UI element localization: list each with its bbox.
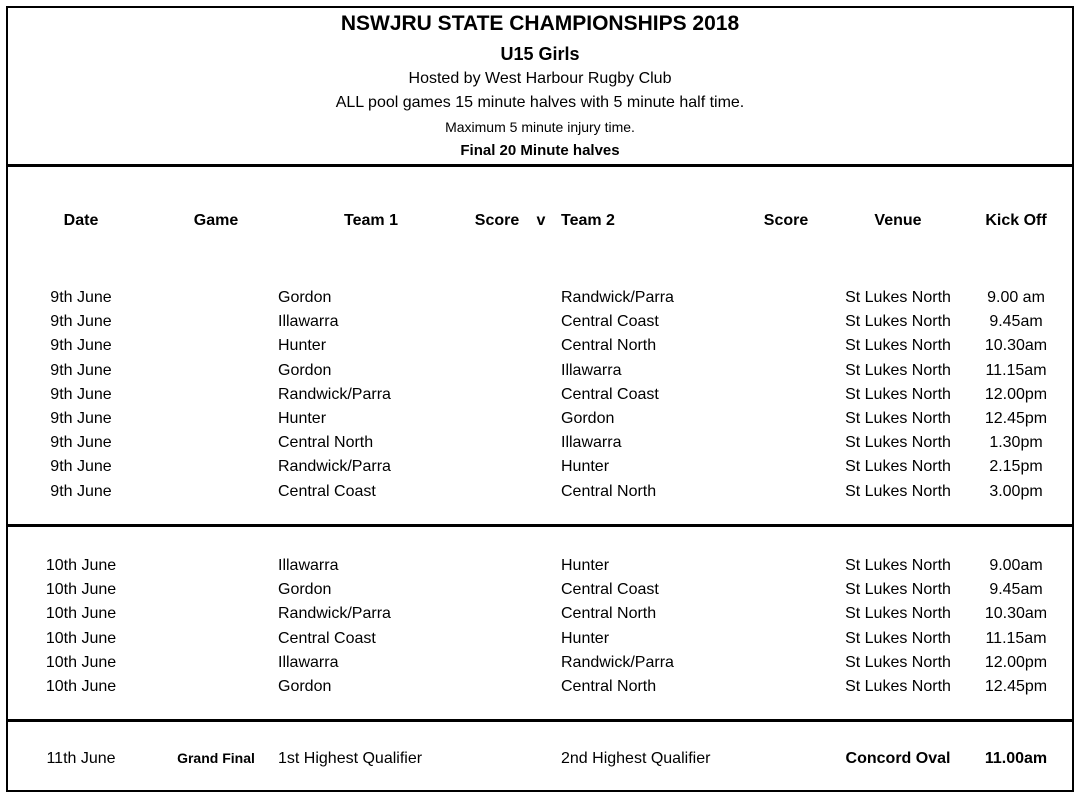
- fixture-team2: Central Coast: [561, 385, 659, 403]
- fixture-row: [8, 458, 1072, 480]
- fixture-team2: Central North: [561, 482, 657, 500]
- fixture-date: 10th June: [45, 629, 117, 647]
- fixture-sheet: [6, 6, 1074, 792]
- fixture-row: [8, 289, 1072, 311]
- fixture-team2: Central North: [561, 337, 657, 355]
- fixture-team1: Gordon: [278, 678, 332, 695]
- fixture-team2: Central North: [561, 605, 657, 623]
- fixture-kickoff: 10.30am: [984, 605, 1048, 623]
- final-row: [8, 750, 1072, 772]
- col-team2: Team 2: [561, 212, 615, 229]
- fixture-date: 9th June: [50, 482, 112, 500]
- fixture-row: [8, 434, 1072, 456]
- final-date: 11th June: [46, 750, 116, 767]
- fixture-venue: St Lukes North: [845, 482, 951, 500]
- fixture-row: [8, 654, 1072, 676]
- rule-final: Final 20 Minute halves: [460, 142, 620, 159]
- fixture-venue: St Lukes North: [845, 313, 951, 331]
- fixture-team1: Central Coast: [278, 482, 376, 500]
- col-venue: Venue: [874, 212, 922, 229]
- fixture-date: 9th June: [50, 458, 112, 476]
- rule-halves: ALL pool games 15 minute halves with 5 minute half time.: [335, 94, 745, 111]
- fixture-kickoff: 1.30pm: [989, 434, 1043, 452]
- fixture-venue: St Lukes North: [845, 581, 951, 599]
- fixture-venue: St Lukes North: [845, 361, 951, 379]
- fixture-row: [8, 410, 1072, 432]
- fixture-team1: Randwick/Parra: [278, 458, 391, 476]
- fixture-team2: Central Coast: [561, 313, 659, 331]
- col-score2: Score: [763, 212, 809, 229]
- fixture-team1: Illawarra: [278, 653, 339, 671]
- fixture-row: [8, 362, 1072, 384]
- fixture-date: 10th June: [45, 653, 117, 671]
- fixture-team1: Randwick/Parra: [278, 605, 391, 623]
- fixture-date: 10th June: [45, 557, 117, 574]
- host-line: Hosted by West Harbour Rugby Club: [408, 70, 672, 87]
- fixture-venue: St Lukes North: [845, 605, 951, 623]
- fixture-kickoff: 10.30am: [984, 337, 1048, 355]
- col-score1: Score: [474, 212, 520, 229]
- final-team2: 2nd Highest Qualifier: [561, 750, 711, 767]
- fixture-row: [8, 337, 1072, 359]
- fixture-date: 9th June: [50, 289, 112, 306]
- fixture-team1: Illawarra: [278, 557, 339, 574]
- col-team1: Team 1: [344, 212, 398, 229]
- fixture-venue: St Lukes North: [845, 385, 951, 403]
- final-team1: 1st Highest Qualifier: [278, 750, 423, 767]
- fixture-row: [8, 630, 1072, 652]
- fixture-date: 9th June: [50, 313, 112, 331]
- fixture-venue: St Lukes North: [845, 629, 951, 647]
- fixture-team2: Illawarra: [561, 434, 622, 452]
- fixture-venue: St Lukes North: [845, 678, 951, 695]
- final-venue: Concord Oval: [845, 750, 951, 767]
- fixture-date: 9th June: [50, 337, 112, 355]
- final-game: Grand Final: [177, 750, 255, 766]
- fixture-team2: Hunter: [561, 557, 610, 574]
- sheet-header: [8, 8, 1072, 167]
- fixture-team2: Central Coast: [561, 581, 659, 599]
- fixture-team1: Central North: [278, 434, 374, 452]
- fixture-date: 10th June: [45, 605, 117, 623]
- fixture-team2: Gordon: [561, 410, 615, 427]
- rule-injury-time: Maximum 5 minute injury time.: [445, 119, 635, 135]
- fixture-date: 9th June: [50, 434, 112, 452]
- fixture-team1: Gordon: [278, 289, 332, 306]
- fixture-venue: St Lukes North: [845, 289, 951, 306]
- final-kickoff: 11.00am: [984, 750, 1048, 767]
- fixture-date: 9th June: [50, 385, 112, 403]
- fixture-kickoff: 9.45am: [989, 313, 1043, 331]
- fixture-row: [8, 313, 1072, 335]
- col-kickoff: Kick Off: [985, 212, 1047, 229]
- fixture-date: 9th June: [50, 410, 112, 427]
- col-versus: v: [536, 212, 546, 229]
- pool-day-1-section: [8, 165, 1072, 527]
- fixture-kickoff: 12.45pm: [984, 678, 1048, 695]
- fixture-row: [8, 386, 1072, 408]
- fixture-venue: St Lukes North: [845, 410, 951, 427]
- fixture-kickoff: 3.00pm: [989, 482, 1043, 500]
- fixture-kickoff: 12.45pm: [984, 410, 1048, 427]
- fixture-team1: Gordon: [278, 581, 332, 599]
- fixture-team2: Randwick/Parra: [561, 289, 674, 306]
- fixture-row: [8, 605, 1072, 627]
- fixture-team1: Gordon: [278, 361, 332, 379]
- pool-day-2-section: [8, 527, 1072, 722]
- fixture-venue: St Lukes North: [845, 434, 951, 452]
- fixture-row: [8, 483, 1072, 505]
- fixture-date: 9th June: [50, 361, 112, 379]
- fixture-row: [8, 678, 1072, 700]
- col-date: Date: [63, 212, 99, 229]
- fixture-team1: Hunter: [278, 410, 327, 427]
- fixture-date: 10th June: [45, 678, 117, 695]
- fixture-kickoff: 9.00 am: [987, 289, 1045, 306]
- fixture-team2: Randwick/Parra: [561, 653, 674, 671]
- division-subtitle: U15 Girls: [500, 44, 580, 64]
- fixture-row: [8, 557, 1072, 579]
- column-headers: [8, 212, 1072, 234]
- fixture-team1: Hunter: [278, 337, 327, 355]
- fixture-team1: Illawarra: [278, 313, 339, 331]
- fixture-venue: St Lukes North: [845, 458, 951, 476]
- fixture-team1: Randwick/Parra: [278, 385, 391, 403]
- fixture-kickoff: 12.00pm: [984, 385, 1048, 403]
- fixture-venue: St Lukes North: [845, 653, 951, 671]
- fixture-kickoff: 11.15am: [985, 629, 1047, 647]
- final-section: [8, 722, 1072, 790]
- fixture-kickoff: 11.15am: [985, 361, 1047, 379]
- fixture-kickoff: 9.00am: [989, 557, 1043, 574]
- fixture-team2: Hunter: [561, 458, 610, 476]
- fixture-row: [8, 581, 1072, 603]
- fixture-team2: Hunter: [561, 629, 610, 647]
- fixture-team1: Central Coast: [278, 629, 376, 647]
- page-title: NSWJRU STATE CHAMPIONSHIPS 2018: [340, 12, 740, 35]
- fixture-date: 10th June: [45, 581, 117, 599]
- fixture-kickoff: 9.45am: [989, 581, 1043, 599]
- col-game: Game: [193, 212, 239, 229]
- fixture-venue: St Lukes North: [845, 337, 951, 355]
- fixture-venue: St Lukes North: [845, 557, 951, 574]
- fixture-kickoff: 12.00pm: [984, 653, 1048, 671]
- fixture-team2: Central North: [561, 678, 657, 695]
- fixture-kickoff: 2.15pm: [989, 458, 1043, 476]
- fixture-team2: Illawarra: [561, 361, 622, 379]
